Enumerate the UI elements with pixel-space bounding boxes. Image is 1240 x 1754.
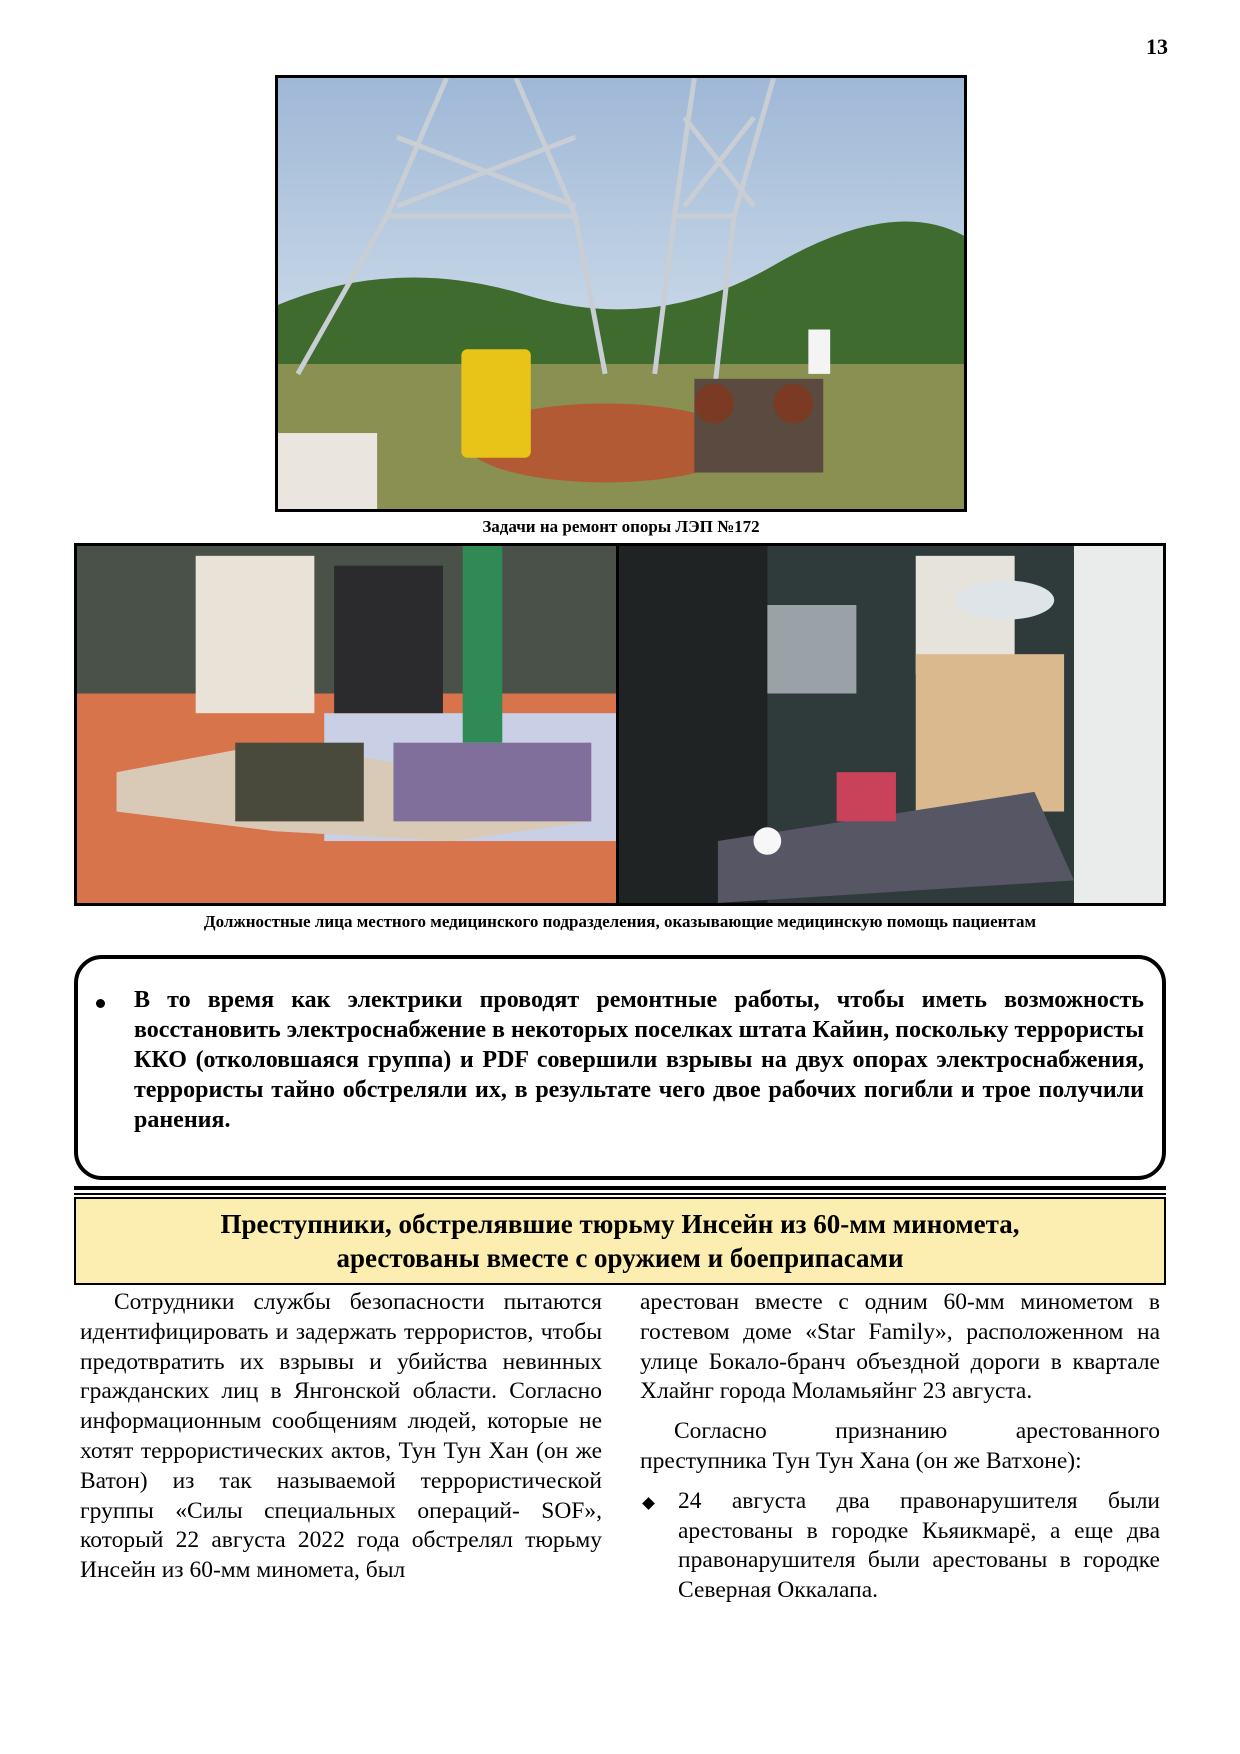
- page-number: 13: [1146, 34, 1168, 59]
- bullet-dot-icon: [96, 999, 105, 1008]
- headline-line-1: Преступники, обстрелявшие тюрьму Инсейн из 60-мм миномета,: [220, 1209, 1020, 1239]
- article-paragraph: Согласно признанию арестованного преступника Тун Тун Хана (он же Ватхоне):: [640, 1418, 1160, 1474]
- medical-aid-photo-left: [74, 543, 619, 906]
- article-paragraph: Сотрудники службы безопасности пытаются идентифицировать и задержать террористов, чтобы предотвратить их взрывы и убийства невинных гражданских лиц в Янгонской области. Согласно информационным сообщениям людей, которые не хотят террористических актов, Тун Тун Хан (он же Ватон) из так называемой террористической группы «Силы специальных операций- SOF», который 22 августа 2022 года обстрелял тюрьму Инсейн из 60-мм миномета, был: [80, 1289, 602, 1584]
- pylon-repair-photo: [275, 75, 967, 512]
- headline-line-2: арестованы вместе с оружием и боеприпасами: [336, 1243, 904, 1273]
- list-item-text: 24 августа два правонарушителя были арестованы в городке Кьяикмарё, а еще два правонарушителя были арестованы в городке Северная Оккалапа.: [678, 1487, 1160, 1604]
- medical-photo-caption: Должностные лица местного медицинского подразделения, оказывающие медицинскую помощь пациентам: [203, 912, 1037, 931]
- pylon-photo-caption: Задачи на ремонт опоры ЛЭП №172: [482, 517, 760, 536]
- section-divider-thin: [74, 1193, 1166, 1195]
- article-paragraph-continued: арестован вместе с одним 60-мм минометом в гостевом доме «Star Family», расположенном на улице Бокало-бранч объездной дороги в квартале Хлайнг города Моламьяйнг 23 августа.: [640, 1289, 1160, 1405]
- article-headline: [74, 1197, 1166, 1285]
- medical-aid-photo-right: [616, 543, 1166, 906]
- section-divider: [74, 1186, 1166, 1190]
- article-column-right: [640, 1288, 1160, 1606]
- bullet-box-text: В то время как электрики проводят ремонтные работы, чтобы иметь возможность восстановить электроснабжение в некоторых поселках штата Кайин, поскольку террористы ККО (отколовшаяся группа) и PDF совершили взрывы на двух опорах электроснабжения, террористы тайно обстреляли их, в результате чего двое рабочих погибли и трое получили ранения.: [134, 987, 1144, 1133]
- diamond-bullet-icon: [642, 1497, 655, 1510]
- article-column-left: [80, 1288, 602, 1586]
- bullet-box: [74, 955, 1166, 1180]
- list-item: [640, 1487, 1160, 1606]
